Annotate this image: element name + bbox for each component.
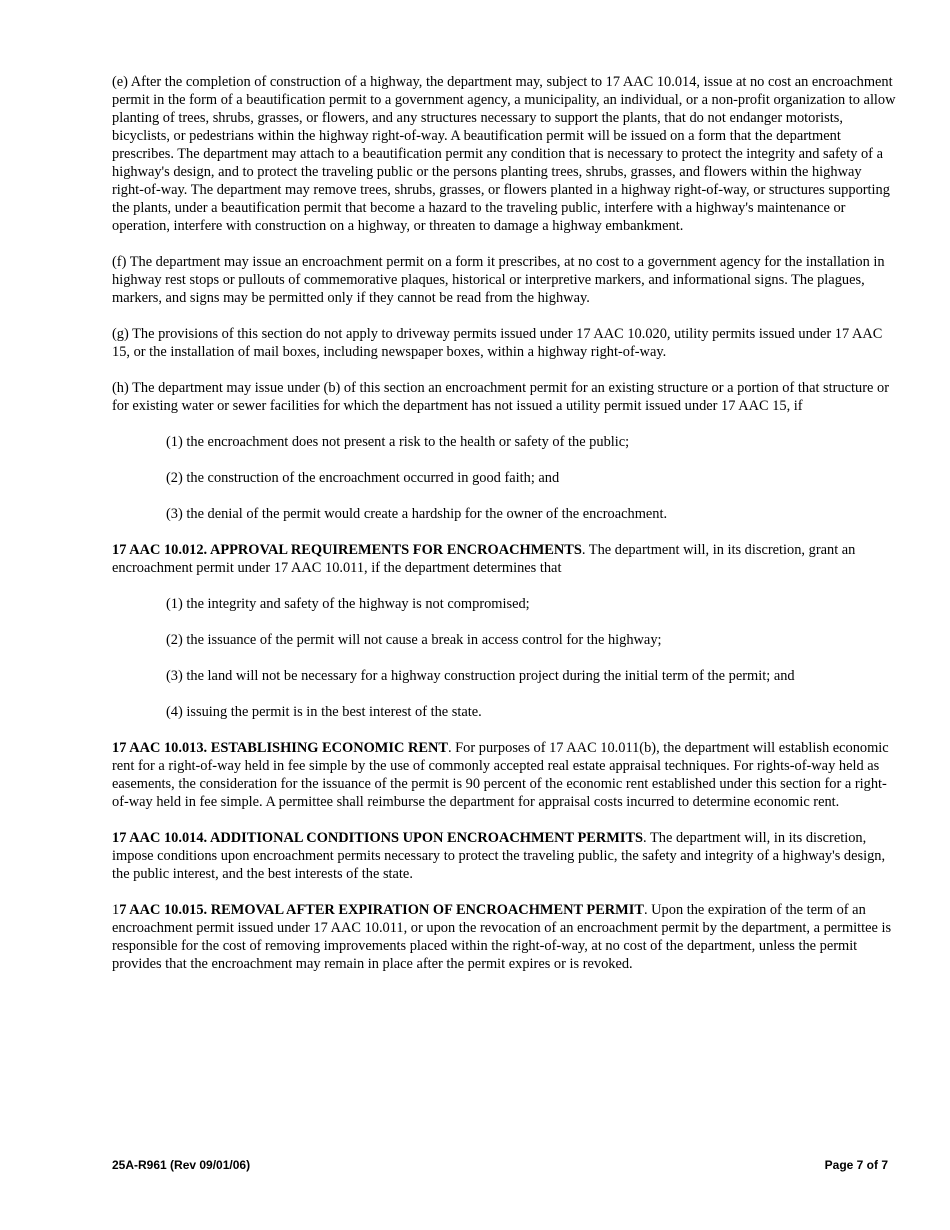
document-page [112, 73, 896, 991]
section-10-012-list [112, 595, 896, 721]
list-item: (2) the issuance of the permit will not cause a break in access control for the highway; [166, 632, 662, 648]
list-item: (2) the construction of the encroachment occurred in good faith; and [166, 470, 560, 486]
section-10-014 [112, 829, 896, 883]
paragraph-g: (g) The provisions of this section do not apply to driveway permits issued under 17 AAC 10.020, utility permits issued under 17 AAC 15, or the installation of mail boxes, including newspaper boxes, within a highway right-of-way. [112, 326, 883, 360]
paragraph-h: (h) The department may issue under (b) of this section an encroachment permit for an existing structure or a portion of that structure or for existing water or sewer facilities for which the department has not issued a utility permit issued under 17 AAC 15, if [112, 380, 889, 414]
section-10-012 [112, 541, 896, 577]
list-item: (1) the encroachment does not present a risk to the health or safety of the public; [166, 434, 630, 450]
paragraph-f: (f) The department may issue an encroachment permit on a form it prescribes, at no cost to a government agency for the installation in highway rest stops or pullouts of commemorative plaques, historical or interpretive markers, and informational signs. The plagues, markers, and signs may be permitted only if they cannot be read from the highway. [112, 254, 885, 306]
section-heading: 17 AAC 10.013. ESTABLISHING ECONOMIC RENT [112, 740, 448, 756]
section-heading: 7 AAC 10.015. REMOVAL AFTER EXPIRATION OF ENCROACHMENT PERMIT [119, 902, 644, 918]
paragraph-h-list [112, 433, 896, 523]
section-heading-prefix: 1 [112, 902, 120, 918]
paragraph-e: (e) After the completion of construction of a highway, the department may, subject to 17 AAC 10.014, issue at no cost an encroachment permit in the form of a beautification permit to a government agency, a municipality, an individual, or a non-profit organization to allow planting of trees, shrubs, grasses, or flowers, and any structures necessary to support the plants, that do not endanger motorists, bicyclists, or pedestrians within the highway right-of-way. A beautification permit will be issued on a form that the department prescribes. The department may attach to a beautification permit any condition that is necessary to protect the integrity and safety of a highway's design, and to protect the traveling public or the persons planting trees, shrubs, grasses, and flowers within the highway right-of-way. The department may remove trees, shrubs, grasses, or flowers planted in a highway right-of-way, or structures supporting the plants, under a beautification permit that become a hazard to the traveling public, interfere with a highway's maintenance or operation, interfere with construction on a highway, or threaten to damage a highway embankment. [112, 74, 896, 234]
section-10-015 [112, 901, 896, 973]
form-id: 25A-R961 (Rev 09/01/06) [112, 1158, 251, 1172]
list-item: (1) the integrity and safety of the highway is not compromised; [166, 596, 530, 612]
list-item: (3) the land will not be necessary for a highway construction project during the initial term of the permit; and [166, 668, 795, 684]
section-body: . Upon the expiration of the term of an encroachment permit issued under 17 AAC 10.011, or upon the revocation of an encroachment permit by the department, a permittee is responsible for the cost of removing improvements placed within the right-of-way, at no cost of the department, unless the permit provides that the encroachment may remain in place after the permit expires or is revoked. [112, 902, 892, 972]
page-footer [112, 1158, 888, 1172]
page-number: Page 7 of 7 [824, 1158, 888, 1172]
section-heading: 17 AAC 10.014. ADDITIONAL CONDITIONS UPON ENCROACHMENT PERMITS [112, 830, 644, 846]
section-10-013 [112, 739, 896, 811]
list-item: (3) the denial of the permit would create a hardship for the owner of the encroachment. [166, 506, 668, 522]
section-body: . The department will, in its discretion, grant an encroachment permit under 17 AAC 10.011, if the department determines that [112, 542, 856, 576]
section-heading: 17 AAC 10.012. APPROVAL REQUIREMENTS FOR ENCROACHMENTS [112, 542, 582, 558]
section-body: . For purposes of 17 AAC 10.011(b), the department will establish economic rent for a right-of-way held in fee simple by the use of commonly accepted real estate appraisal techniques. For rights-of-way held as easements, the consideration for the issuance of the permit is 90 percent of the economic rent established under this section for a right-of-way held in fee simple. A permittee shall reimburse the department for appraisal costs incurred to determine economic rent. [112, 740, 889, 810]
list-item: (4) issuing the permit is in the best interest of the state. [166, 704, 482, 720]
section-body: . The department will, in its discretion, impose conditions upon encroachment permits necessary to protect the traveling public, the safety and integrity of a highway's design, the public interest, and the best interests of the state. [112, 830, 886, 882]
